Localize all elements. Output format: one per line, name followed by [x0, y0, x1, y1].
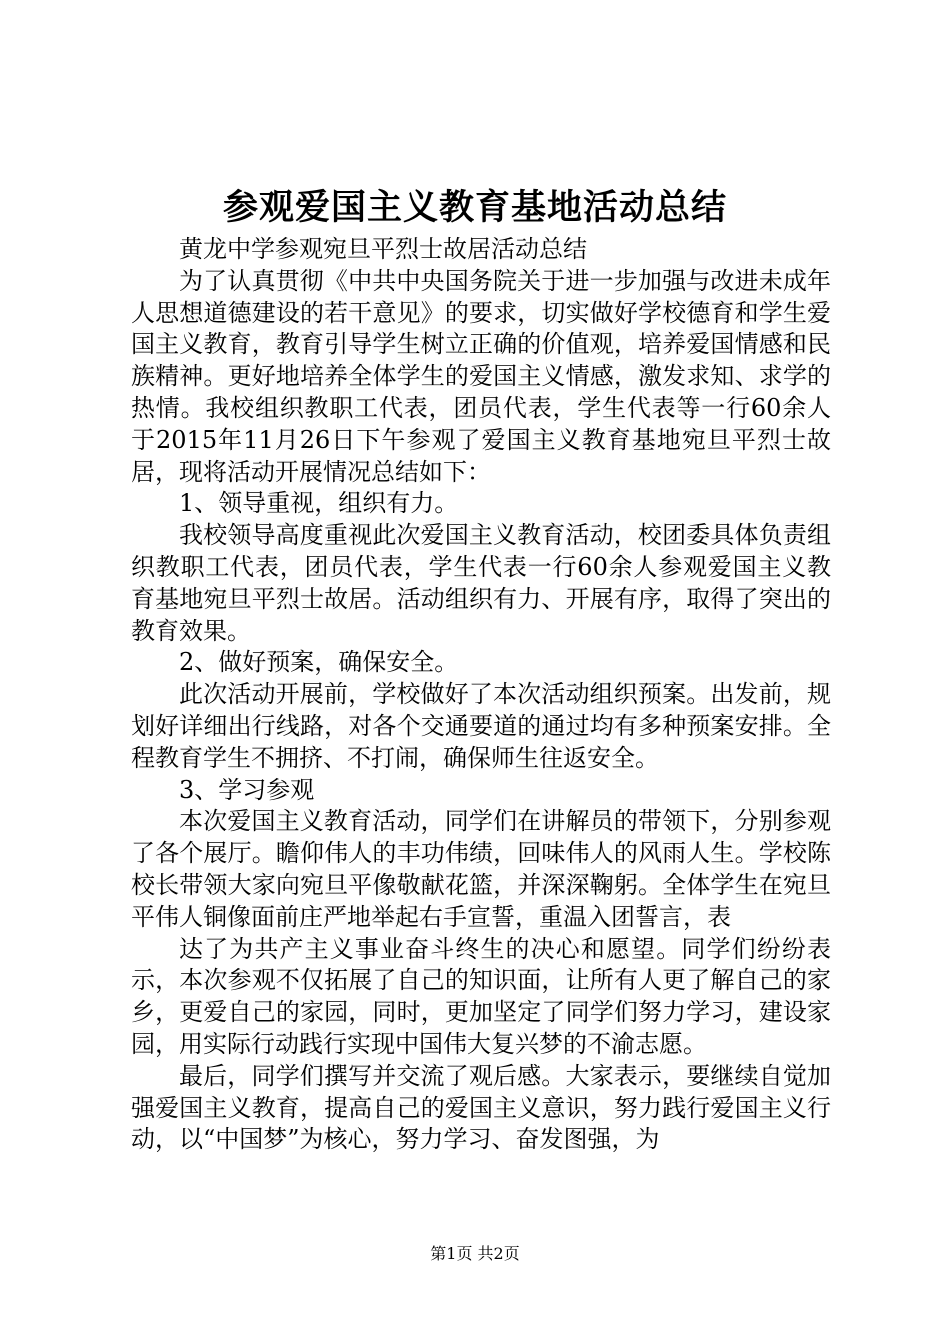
- section-heading-3: 3、学习参观: [179, 775, 315, 804]
- section-paragraph-2: 此次活动开展前，学校做好了本次活动组织预案。出发前，规划好详细出行线路，对各个交通要道的通过均有多种预案安排。全程教育学生不拥挤、不打闹，确保师生往返安全。: [131, 680, 831, 772]
- document-body: [131, 234, 831, 1156]
- page-footer: 第1页 共2页: [430, 1244, 520, 1263]
- section-paragraph-3: 本次爱国主义教育活动，同学们在讲解员的带领下，分别参观了各个展厅。瞻仰伟人的丰功伟绩，回味伟人的风雨人生。学校陈校长带领大家向宛旦平像敬献花篮，并深深鞠躬。全体学生在宛旦平伟人铜像面前庄严地举起右手宣誓，重温入团誓言，表: [131, 807, 831, 931]
- continuation-paragraph: 达了为共产主义事业奋斗终生的决心和愿望。同学们纷纷表示，本次参观不仅拓展了自己的知识面，让所有人更了解自己的家乡，更爱自己的家园，同时，更加坚定了同学们努力学习，建设家园，用实际行动践行实现中国伟大复兴梦的不渝志愿。: [131, 934, 831, 1058]
- subtitle-paragraph: 黄龙中学参观宛旦平烈士故居活动总结: [179, 235, 587, 263]
- document-title: 参观爱国主义教育基地活动总结: [222, 187, 727, 228]
- section-paragraph-1: 我校领导高度重视此次爱国主义教育活动，校团委具体负责组织教职工代表，团员代表，学生代表一行60余人参观爱国主义教育基地宛旦平烈士故居。活动组织有力、开展有序，取得了突出的教育效果。: [131, 521, 831, 645]
- section-heading-2: 2、做好预案，确保安全。: [179, 648, 459, 677]
- section-heading-1: 1、领导重视，组织有力。: [179, 489, 459, 518]
- closing-paragraph: 最后，同学们撰写并交流了观后感。大家表示，要继续自觉加强爱国主义教育，提高自己的爱国主义意识，努力践行爱国主义行动，以“中国梦”为核心，努力学习、奋发图强，为: [131, 1061, 831, 1154]
- intro-paragraph: 为了认真贯彻《中共中央国务院关于进一步加强与改进未成年人思想道德建设的若干意见》的要求，切实做好学校德育和学生爱国主义教育，教育引导学生树立正确的价值观，培养爱国情感和民族精神。更好地培养全体学生的爱国主义情感，激发求知、求学的热情。我校组织教职工代表，团员代表，学生代表等一行60余人于2015年11月26日下午参观了爱国主义教育基地宛旦平烈士故居，现将活动开展情况总结如下：: [131, 266, 831, 486]
